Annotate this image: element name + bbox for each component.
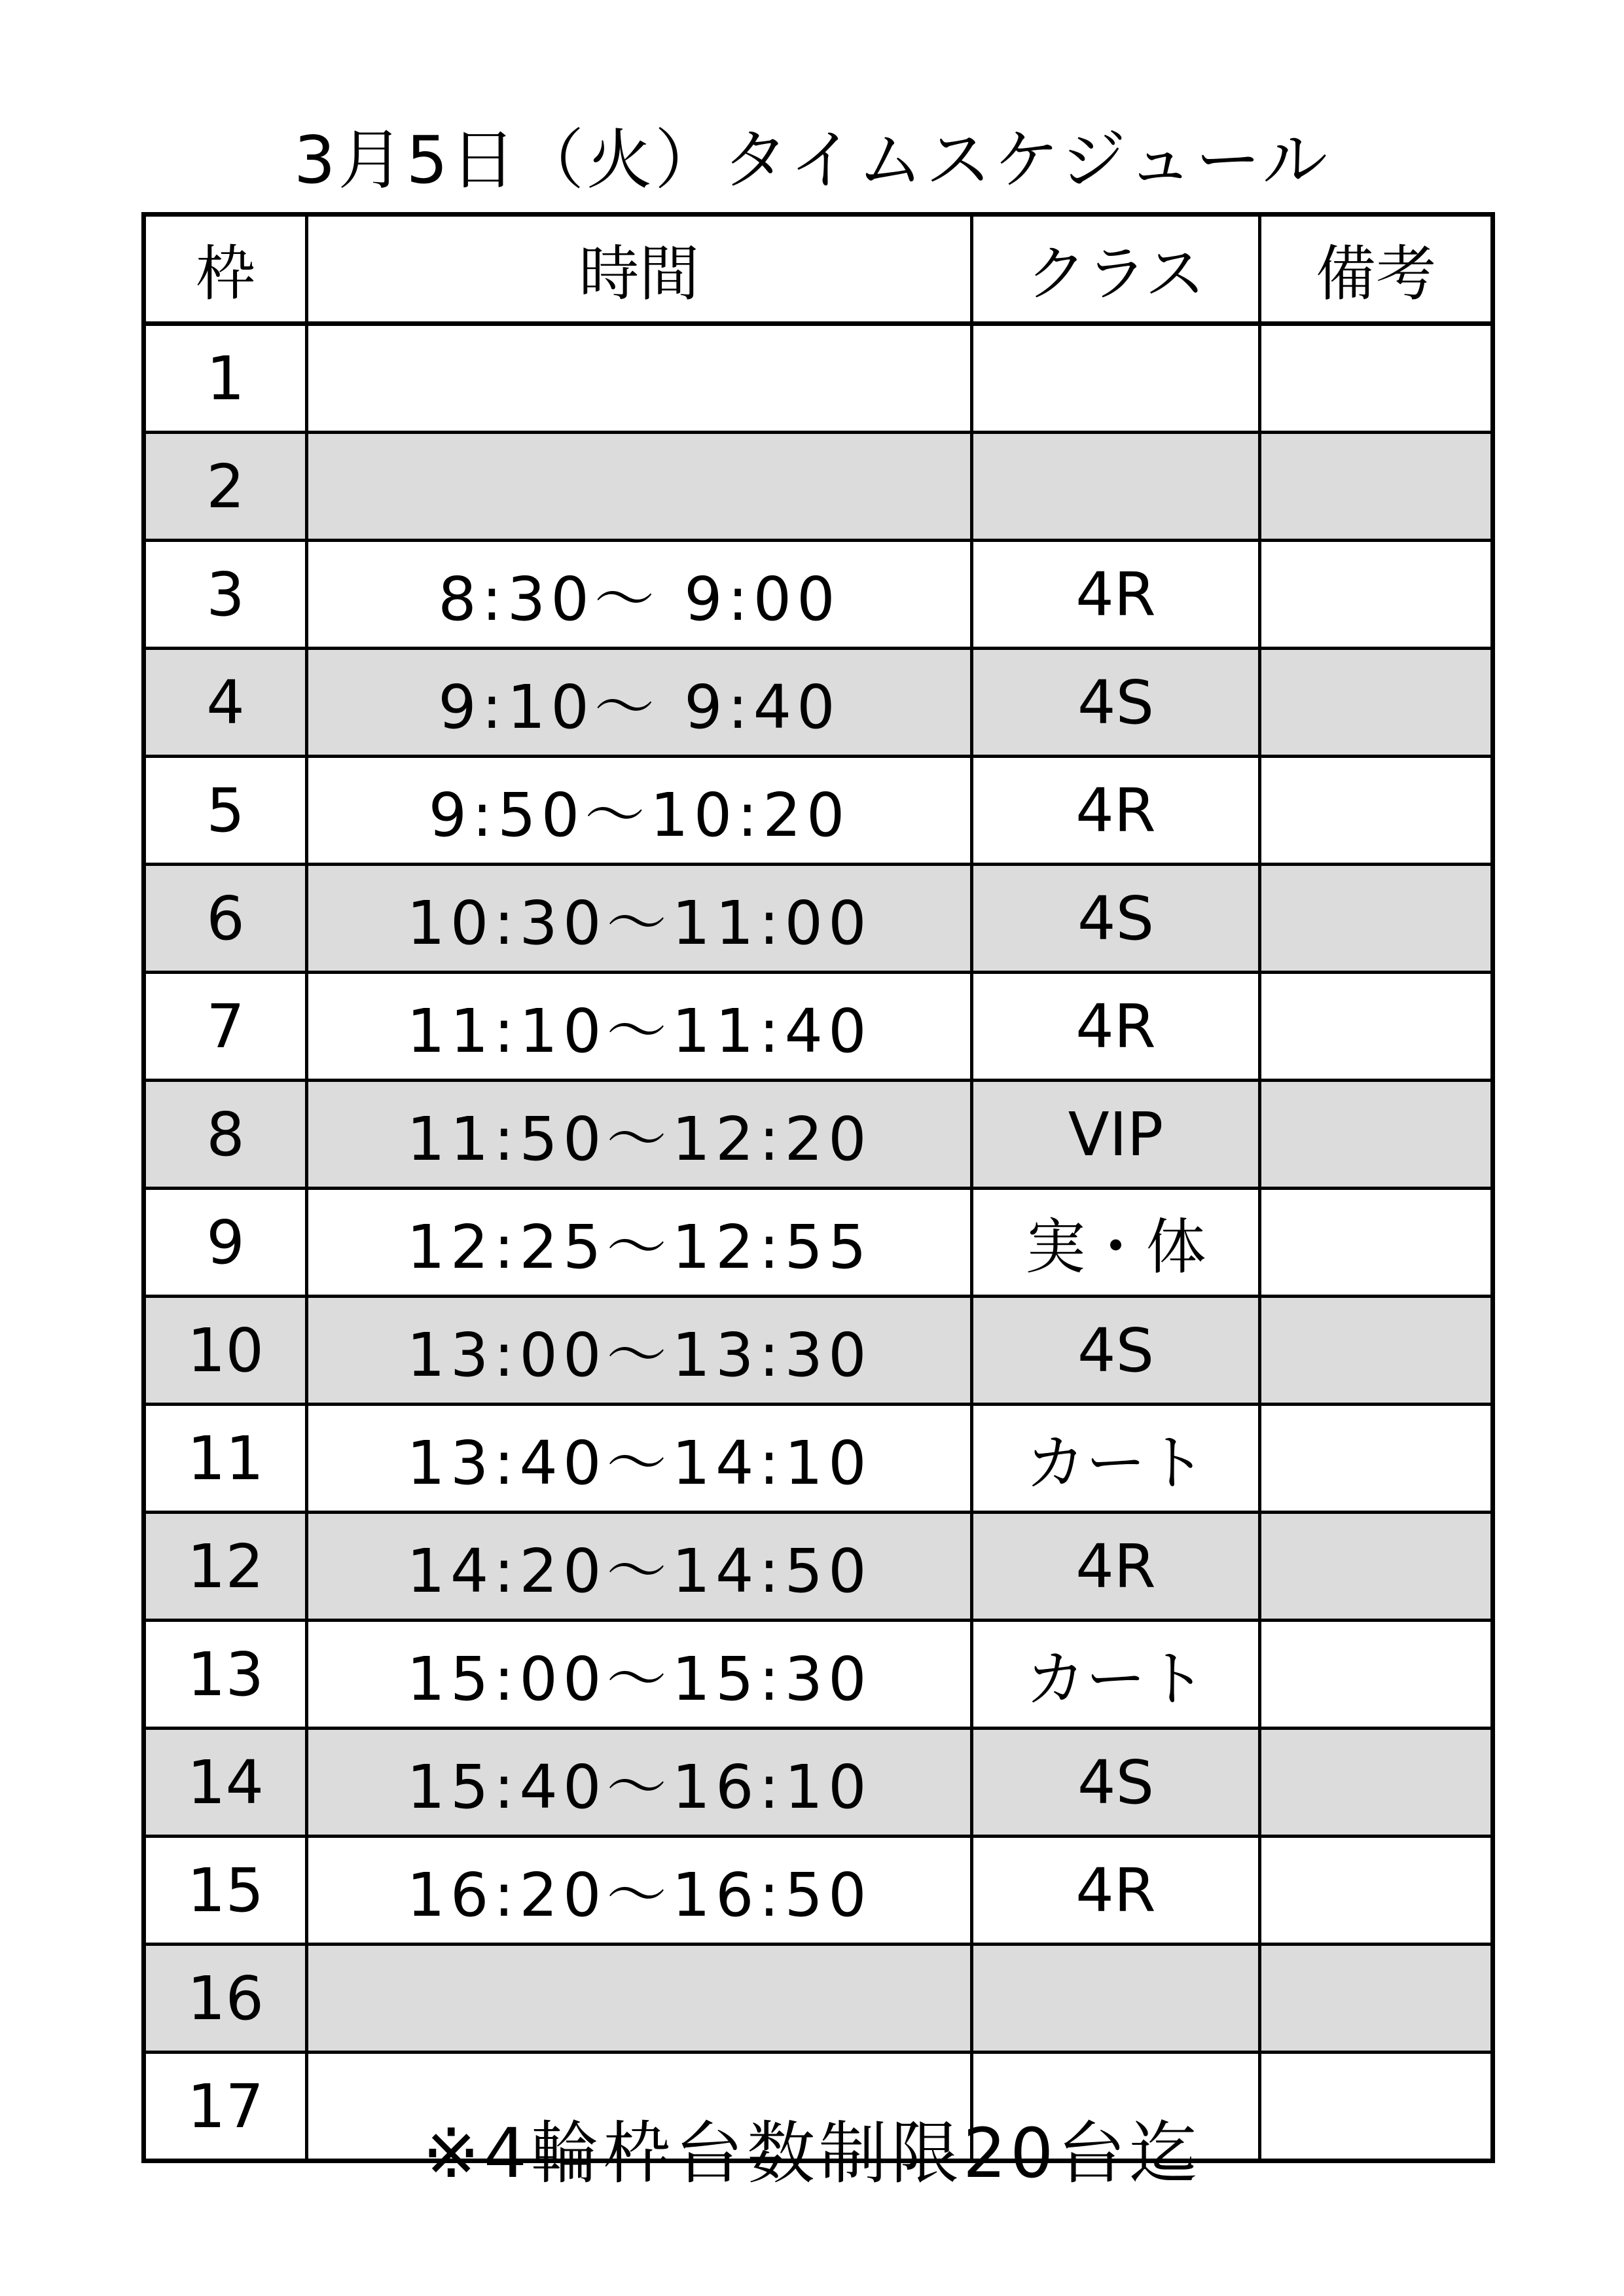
- class-cell: 4R: [972, 757, 1260, 865]
- table-row: [144, 1621, 1493, 1729]
- class-cell: [972, 1945, 1260, 2053]
- time-cell: [307, 324, 972, 433]
- class-cell: [972, 433, 1260, 541]
- schedule-table: [141, 212, 1495, 2163]
- class-cell: 4S: [972, 1729, 1260, 1837]
- frame-cell: 3: [144, 541, 307, 649]
- note-cell: [1260, 1297, 1493, 1405]
- note-cell: [1260, 1081, 1493, 1189]
- note-cell: [1260, 324, 1493, 433]
- frame-cell: 4: [144, 649, 307, 757]
- note-cell: [1260, 541, 1493, 649]
- time-cell: 10:30〜11:00: [307, 865, 972, 973]
- frame-cell: 16: [144, 1945, 307, 2053]
- header-time: 時間: [307, 215, 972, 324]
- time-cell: 8:30〜 9:00: [307, 541, 972, 649]
- time-cell: 12:25〜12:55: [307, 1189, 972, 1297]
- time-cell: 9:10〜 9:40: [307, 649, 972, 757]
- class-cell: 実・体: [972, 1189, 1260, 1297]
- time-cell: 13:00〜13:30: [307, 1297, 972, 1405]
- class-cell: 4S: [972, 1297, 1260, 1405]
- note-cell: [1260, 1189, 1493, 1297]
- frame-cell: 2: [144, 433, 307, 541]
- note-cell: [1260, 1405, 1493, 1513]
- table-row: [144, 757, 1493, 865]
- time-cell: 15:00〜15:30: [307, 1621, 972, 1729]
- note-cell: [1260, 1513, 1493, 1621]
- class-cell: 4S: [972, 649, 1260, 757]
- frame-cell: 17: [144, 2053, 307, 2161]
- note-cell: [1260, 1837, 1493, 1945]
- frame-cell: 8: [144, 1081, 307, 1189]
- table-row: [144, 1405, 1493, 1513]
- table-row: [144, 324, 1493, 433]
- time-cell: 13:40〜14:10: [307, 1405, 972, 1513]
- table-row: [144, 1945, 1493, 2053]
- header-frame: 枠: [144, 215, 307, 324]
- class-cell: [972, 324, 1260, 433]
- table-row: [144, 649, 1493, 757]
- time-cell: 11:10〜11:40: [307, 973, 972, 1081]
- footnote: ※4輪枠台数制限20台迄: [422, 2113, 1202, 2193]
- time-cell: 16:20〜16:50: [307, 1837, 972, 1945]
- note-cell: [1260, 973, 1493, 1081]
- frame-cell: 12: [144, 1513, 307, 1621]
- frame-cell: 15: [144, 1837, 307, 1945]
- time-cell: 15:40〜16:10: [307, 1729, 972, 1837]
- note-cell: [1260, 649, 1493, 757]
- page-title: 3月5日（火）タイムスケジュール: [293, 122, 1331, 198]
- note-cell: [1260, 1945, 1493, 2053]
- table-row: [144, 865, 1493, 973]
- frame-cell: 5: [144, 757, 307, 865]
- table-row: [144, 1513, 1493, 1621]
- schedule-body: [144, 324, 1493, 2161]
- note-cell: [1260, 865, 1493, 973]
- table-row: [144, 1837, 1493, 1945]
- table-row: [144, 1081, 1493, 1189]
- class-cell: 4R: [972, 973, 1260, 1081]
- note-cell: [1260, 1729, 1493, 1837]
- class-cell: 4R: [972, 1837, 1260, 1945]
- frame-cell: 6: [144, 865, 307, 973]
- header-row: [144, 215, 1493, 324]
- note-cell: [1260, 433, 1493, 541]
- header-note: 備考: [1260, 215, 1493, 324]
- table-row: [144, 973, 1493, 1081]
- time-cell: [307, 433, 972, 541]
- frame-cell: 10: [144, 1297, 307, 1405]
- time-cell: 14:20〜14:50: [307, 1513, 972, 1621]
- frame-cell: 7: [144, 973, 307, 1081]
- header-class: クラス: [972, 215, 1260, 324]
- class-cell: 4R: [972, 1513, 1260, 1621]
- table-row: [144, 1189, 1493, 1297]
- frame-cell: 9: [144, 1189, 307, 1297]
- note-cell: [1260, 1621, 1493, 1729]
- class-cell: VIP: [972, 1081, 1260, 1189]
- time-cell: 11:50〜12:20: [307, 1081, 972, 1189]
- frame-cell: 14: [144, 1729, 307, 1837]
- table-row: [144, 1297, 1493, 1405]
- class-cell: カート: [972, 1405, 1260, 1513]
- time-cell: [307, 1945, 972, 2053]
- class-cell: 4S: [972, 865, 1260, 973]
- frame-cell: 13: [144, 1621, 307, 1729]
- table-row: [144, 1729, 1493, 1837]
- class-cell: カート: [972, 1621, 1260, 1729]
- table-row: [144, 433, 1493, 541]
- frame-cell: 11: [144, 1405, 307, 1513]
- time-cell: 9:50〜10:20: [307, 757, 972, 865]
- table-row: [144, 541, 1493, 649]
- class-cell: 4R: [972, 541, 1260, 649]
- schedule-header: [144, 215, 1493, 324]
- frame-cell: 1: [144, 324, 307, 433]
- note-cell: [1260, 757, 1493, 865]
